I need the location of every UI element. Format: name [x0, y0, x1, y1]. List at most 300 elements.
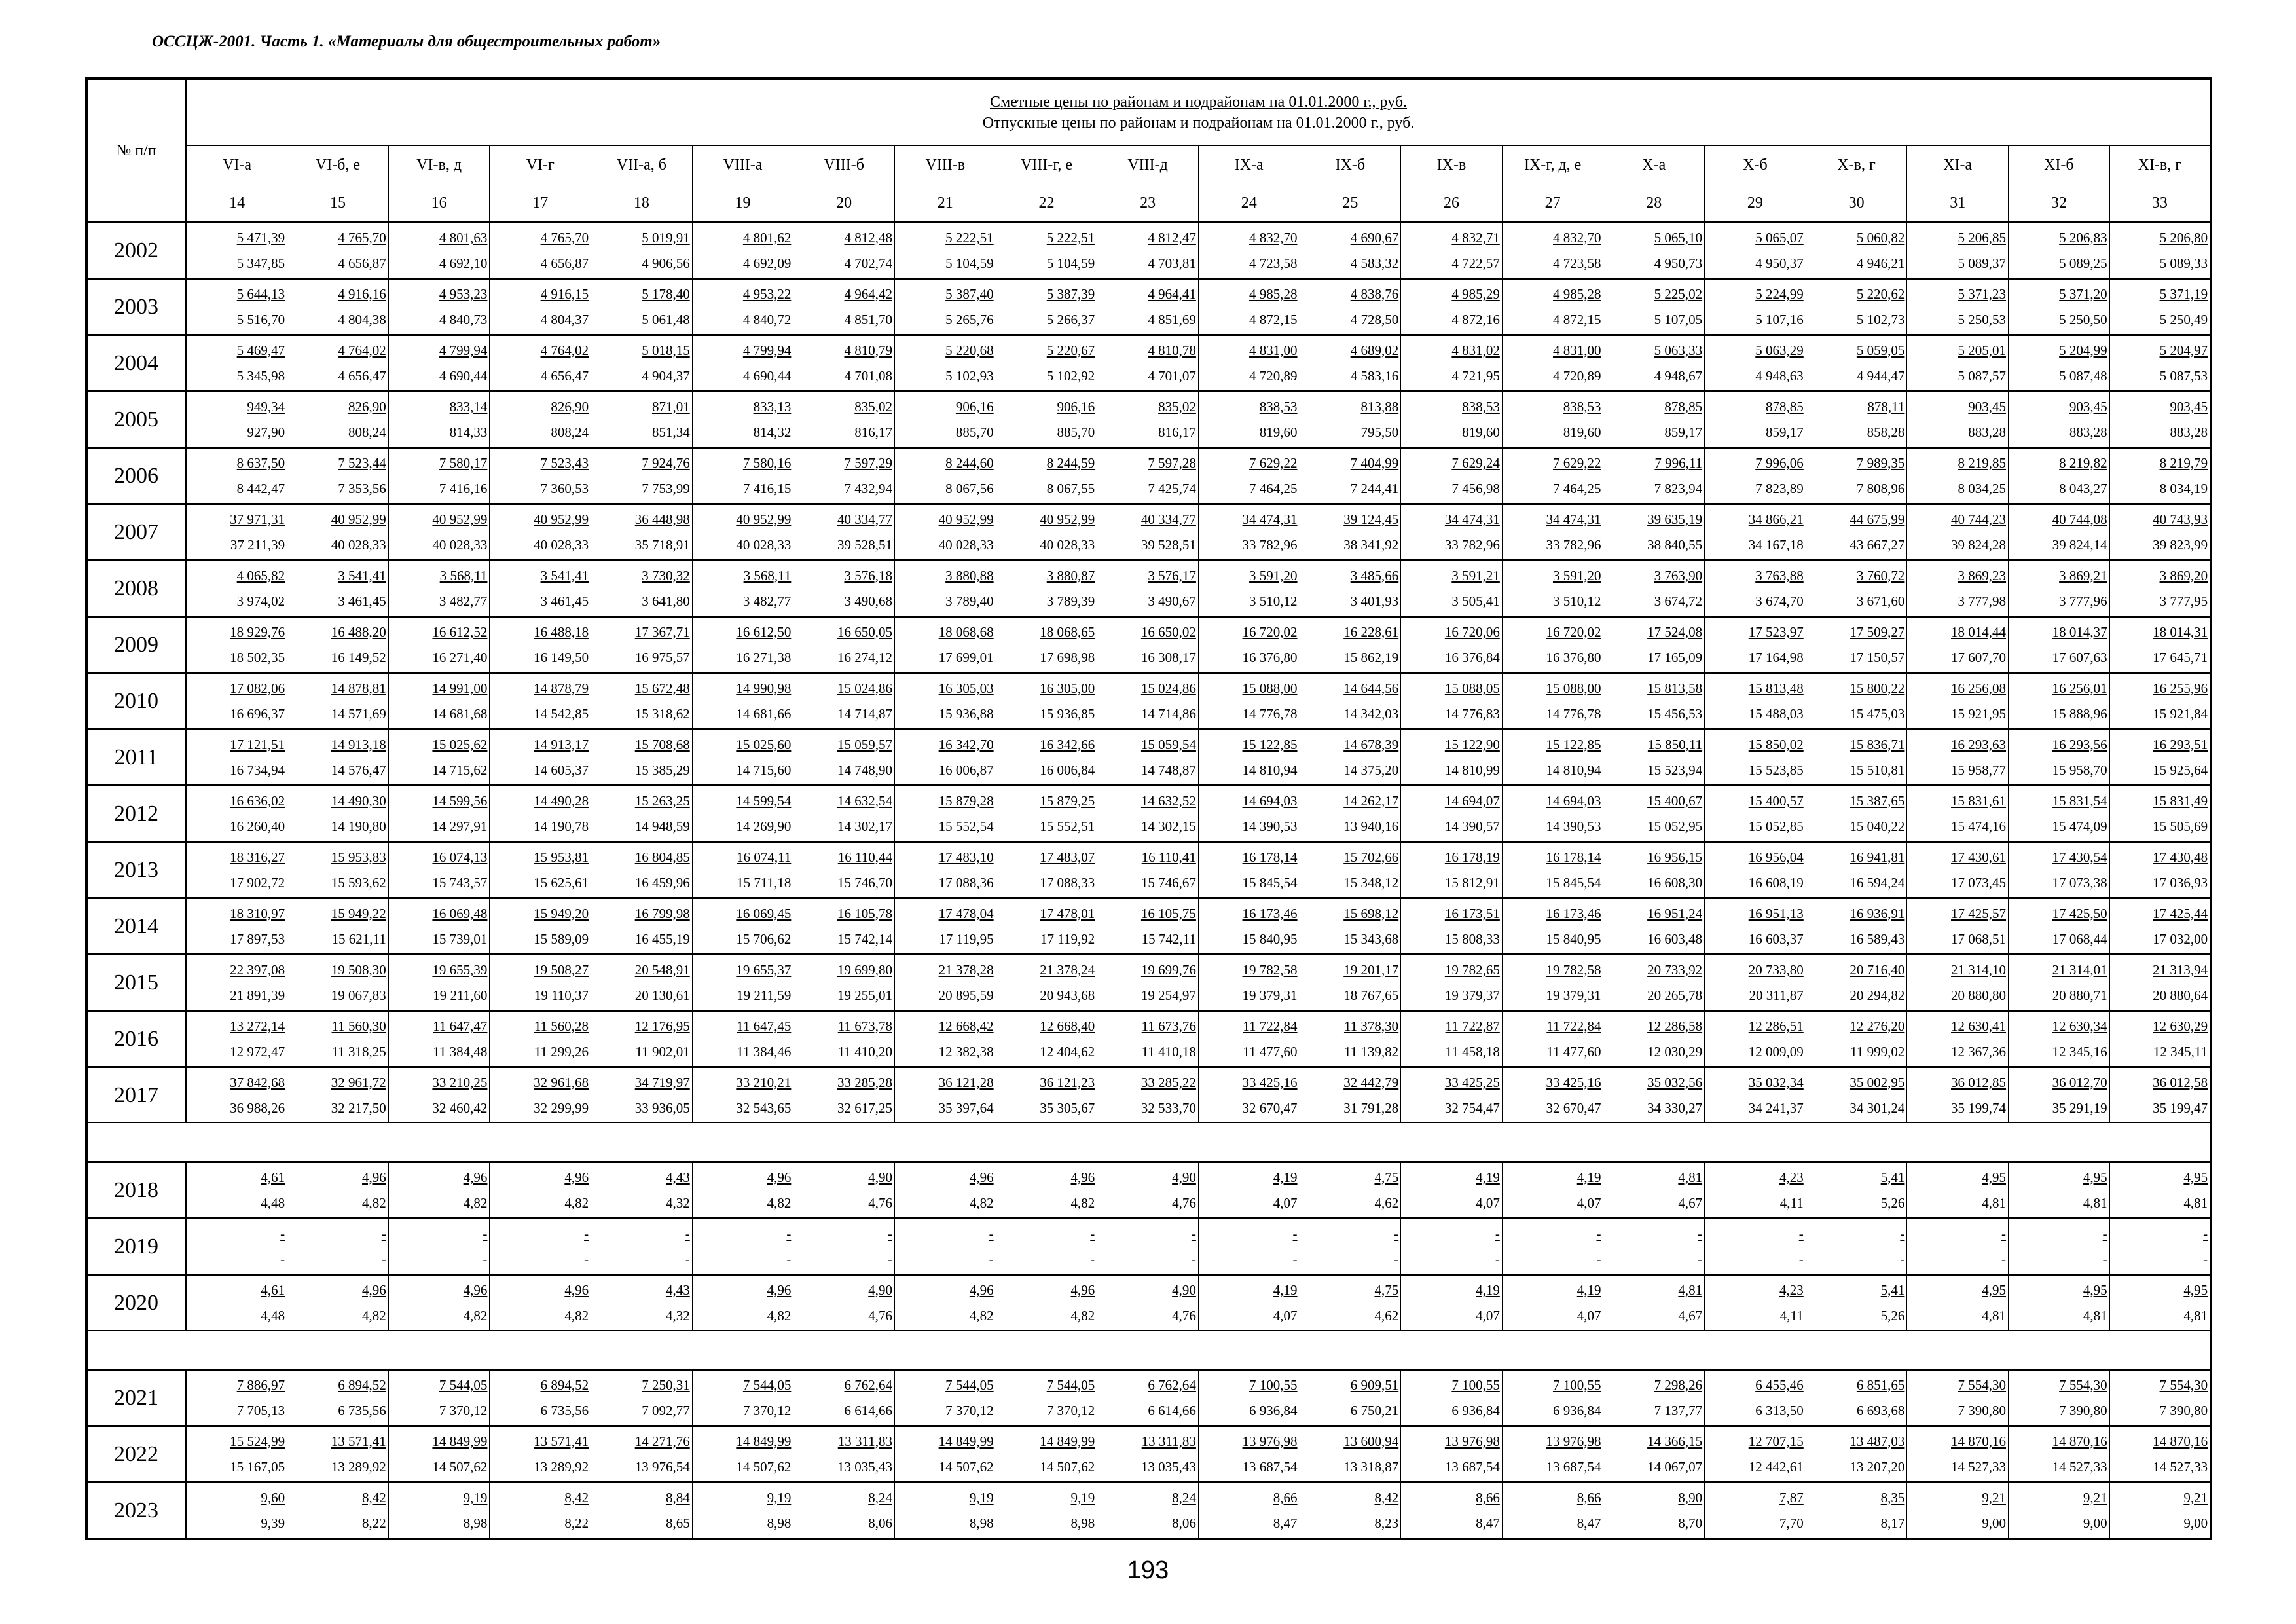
estimated-price: 4 916,15 — [540, 286, 589, 302]
release-price: 4 723,58 — [1552, 255, 1601, 271]
estimated-price: 8,42 — [1374, 1489, 1399, 1505]
release-price: 32 670,47 — [1242, 1099, 1298, 1116]
price-cell — [186, 898, 287, 955]
price-cell — [287, 729, 389, 786]
estimated-price: 15 059,54 — [1140, 736, 1196, 752]
release-price: 9,00 — [1982, 1515, 2007, 1531]
estimated-price: 17 478,04 — [938, 905, 994, 921]
price-cell — [2109, 1370, 2211, 1426]
row-year: 2021 — [86, 1370, 186, 1426]
estimated-price: 15 949,22 — [331, 905, 386, 921]
estimated-price: 14 271,76 — [634, 1433, 690, 1449]
release-price: 14 527,33 — [2153, 1458, 2208, 1475]
estimated-price: - — [1292, 1225, 1298, 1242]
estimated-price: 19 508,27 — [534, 961, 589, 978]
release-price: 4 840,72 — [742, 311, 792, 327]
release-price: 8,65 — [665, 1515, 690, 1531]
release-price: 32 754,47 — [1444, 1099, 1500, 1116]
estimated-price: - — [2102, 1225, 2107, 1242]
price-cell — [1198, 279, 1300, 335]
price-cell — [996, 279, 1097, 335]
price-cell — [287, 1162, 389, 1219]
price-cell — [692, 842, 793, 898]
release-price: - — [1191, 1251, 1196, 1267]
release-price: 16 149,52 — [331, 649, 386, 665]
price-cell — [1502, 673, 1603, 729]
price-cell — [1401, 955, 1503, 1011]
release-price: 11 477,60 — [1243, 1043, 1298, 1060]
release-price: 3 671,60 — [1856, 593, 1905, 609]
price-cell — [996, 1426, 1097, 1483]
price-cell — [186, 504, 287, 561]
estimated-price: 8 219,82 — [2059, 454, 2107, 471]
release-price: 16 603,37 — [1748, 931, 1804, 947]
release-price: 4 720,89 — [1552, 367, 1601, 384]
price-cell — [287, 392, 389, 448]
estimated-price: 7 544,05 — [1046, 1376, 1095, 1393]
estimated-price: 13 976,98 — [1444, 1433, 1500, 1449]
estimated-price: 16 228,61 — [1343, 623, 1399, 640]
estimated-price: 19 655,37 — [736, 961, 792, 978]
release-price: 7 823,94 — [1654, 480, 1703, 496]
release-price: 18 502,35 — [230, 649, 285, 665]
release-price: 4,82 — [463, 1307, 488, 1323]
release-price: 9,39 — [261, 1515, 285, 1531]
estimated-price: 5 063,29 — [1755, 342, 1804, 358]
release-price: 851,34 — [651, 424, 690, 440]
release-price: 15 523,85 — [1748, 762, 1804, 778]
price-cell — [692, 617, 793, 673]
release-price: 3 490,68 — [844, 593, 892, 609]
estimated-price: 3 541,41 — [338, 567, 386, 583]
estimated-price: 16 069,48 — [432, 905, 488, 921]
price-cell — [591, 448, 693, 504]
estimated-price: 18 068,68 — [938, 623, 994, 640]
estimated-price: 12 630,41 — [1951, 1018, 2007, 1034]
estimated-price: 16 293,63 — [1951, 736, 2007, 752]
price-cell — [591, 1370, 693, 1426]
release-price: 13 035,43 — [1140, 1458, 1196, 1475]
release-price: 3 461,45 — [540, 593, 589, 609]
release-price: 16 594,24 — [1850, 874, 1905, 891]
estimated-price: 35 032,34 — [1748, 1074, 1804, 1090]
release-price: 8,47 — [1576, 1515, 1601, 1531]
estimated-price: 4,23 — [1779, 1282, 1804, 1298]
price-cell — [793, 1370, 895, 1426]
estimated-price: 4,96 — [969, 1169, 994, 1185]
release-price: 11 477,60 — [1546, 1043, 1601, 1060]
release-price: 4 948,67 — [1654, 367, 1703, 384]
column-header: IX-а — [1198, 146, 1300, 185]
estimated-price: 13 311,83 — [837, 1433, 892, 1449]
release-price: 4 656,47 — [540, 367, 589, 384]
separator-row — [86, 1331, 2211, 1370]
estimated-price: 4,96 — [564, 1282, 589, 1298]
price-cell — [490, 673, 591, 729]
price-cell — [996, 729, 1097, 786]
estimated-price: 871,01 — [651, 398, 690, 415]
price-cell — [1097, 279, 1199, 335]
release-price: 5 250,50 — [2059, 311, 2107, 327]
release-price: 14 067,07 — [1647, 1458, 1703, 1475]
release-price: 7 370,12 — [945, 1402, 994, 1418]
release-price: 8,06 — [868, 1515, 892, 1531]
price-cell — [894, 392, 996, 448]
price-cell — [793, 1426, 895, 1483]
price-cell — [692, 335, 793, 392]
estimated-price: 19 699,80 — [837, 961, 892, 978]
release-price: 4,11 — [1779, 1307, 1804, 1323]
release-price: 3 641,80 — [642, 593, 690, 609]
price-cell — [388, 335, 490, 392]
estimated-price: 7 554,30 — [2159, 1376, 2208, 1393]
release-price: 15 706,62 — [736, 931, 792, 947]
release-price: 885,70 — [955, 424, 994, 440]
estimated-price: 7 544,05 — [742, 1376, 792, 1393]
release-price: 20 130,61 — [634, 987, 690, 1003]
estimated-price: 906,16 — [955, 398, 994, 415]
price-cell — [1502, 955, 1603, 1011]
release-price: 7 370,12 — [742, 1402, 792, 1418]
price-cell — [591, 617, 693, 673]
release-price: 32 299,99 — [534, 1099, 589, 1116]
release-price: 11 999,02 — [1850, 1043, 1905, 1060]
price-cell — [2109, 1011, 2211, 1067]
release-price: - — [1596, 1251, 1601, 1267]
row-year: 2009 — [86, 617, 186, 673]
estimated-price: - — [1191, 1225, 1196, 1242]
estimated-price: 3 869,21 — [2059, 567, 2107, 583]
column-number: 29 — [1705, 185, 1806, 223]
estimated-price: 4 832,71 — [1451, 229, 1500, 246]
release-price: 19 211,60 — [433, 987, 488, 1003]
estimated-price: 5 220,68 — [945, 342, 994, 358]
price-cell — [692, 1426, 793, 1483]
price-cell — [591, 842, 693, 898]
estimated-price: 3 880,88 — [945, 567, 994, 583]
release-price: 7 705,13 — [236, 1402, 285, 1418]
release-price: 11 458,18 — [1445, 1043, 1500, 1060]
estimated-price: 20 716,40 — [1850, 961, 1905, 978]
estimated-price: 5 205,01 — [1958, 342, 2007, 358]
estimated-price: 14 490,28 — [534, 792, 589, 809]
estimated-price: 16 110,41 — [1141, 849, 1196, 865]
price-cell — [1806, 1067, 1907, 1123]
release-price: 7 464,25 — [1552, 480, 1601, 496]
estimated-price: 7 100,55 — [1451, 1376, 1500, 1393]
estimated-price: 878,85 — [1766, 398, 1804, 415]
estimated-price: 14 849,99 — [938, 1433, 994, 1449]
price-cell — [1097, 955, 1199, 1011]
price-cell — [591, 392, 693, 448]
release-price: 32 533,70 — [1140, 1099, 1196, 1116]
estimated-price: 33 425,16 — [1242, 1074, 1298, 1090]
price-cell — [793, 898, 895, 955]
price-cell — [1603, 673, 1705, 729]
row-year: 2014 — [86, 898, 186, 955]
estimated-price: 4 690,67 — [1350, 229, 1399, 246]
release-price: 14 507,62 — [736, 1458, 792, 1475]
price-cell — [490, 279, 591, 335]
release-price: 4,81 — [2083, 1307, 2107, 1323]
release-price: 16 376,80 — [1242, 649, 1298, 665]
release-price: 14 748,87 — [1140, 762, 1196, 778]
price-cell — [591, 1219, 693, 1275]
estimated-price: 4,96 — [463, 1169, 488, 1185]
estimated-price: 18 068,65 — [1040, 623, 1095, 640]
price-cell — [186, 1219, 287, 1275]
release-price: 14 810,99 — [1444, 762, 1500, 778]
release-price: 5 107,05 — [1654, 311, 1703, 327]
price-cell — [1907, 335, 2009, 392]
price-cell — [793, 392, 895, 448]
release-price: 15 552,51 — [1040, 818, 1095, 834]
estimated-price: 878,85 — [1664, 398, 1703, 415]
price-cell — [186, 335, 287, 392]
release-price: 5 102,73 — [1856, 311, 1905, 327]
price-cell — [1705, 392, 1806, 448]
release-price: 14 948,59 — [634, 818, 690, 834]
release-price: 7 390,80 — [2059, 1402, 2107, 1418]
release-price: 4 656,47 — [338, 367, 386, 384]
release-price: 13 289,92 — [331, 1458, 386, 1475]
estimated-price: 14 849,99 — [736, 1433, 792, 1449]
release-price: 17 165,09 — [1647, 649, 1703, 665]
estimated-price: 40 952,99 — [331, 511, 386, 527]
price-cell — [2109, 673, 2211, 729]
estimated-price: 11 722,87 — [1445, 1018, 1500, 1034]
price-cell — [1705, 786, 1806, 842]
release-price: 15 862,19 — [1343, 649, 1399, 665]
estimated-price: - — [989, 1225, 994, 1242]
estimated-price: 14 694,03 — [1546, 792, 1601, 809]
row-year: 2019 — [86, 1219, 186, 1275]
release-price: 4,76 — [868, 1307, 892, 1323]
estimated-price: 11 722,84 — [1243, 1018, 1298, 1034]
price-cell — [793, 279, 895, 335]
estimated-price: 5 220,62 — [1856, 286, 1905, 302]
estimated-price: 11 647,47 — [433, 1018, 488, 1034]
estimated-price: 15 400,57 — [1748, 792, 1804, 809]
release-price: 4 872,15 — [1249, 311, 1298, 327]
release-price: 7 808,96 — [1856, 480, 1905, 496]
price-cell — [1401, 898, 1503, 955]
release-price: 3 510,12 — [1249, 593, 1298, 609]
price-cell — [692, 1483, 793, 1540]
estimated-price: 11 722,84 — [1546, 1018, 1601, 1034]
release-price: 4 728,50 — [1350, 311, 1399, 327]
release-price: 11 384,48 — [433, 1043, 488, 1060]
row-year: 2022 — [86, 1426, 186, 1483]
estimated-price: 7 250,31 — [642, 1376, 690, 1393]
release-price: 20 880,71 — [2052, 987, 2107, 1003]
release-price: 15 348,12 — [1343, 874, 1399, 891]
table-row — [86, 1162, 2211, 1219]
price-cell — [894, 335, 996, 392]
estimated-price: 15 879,25 — [1040, 792, 1095, 809]
release-price: 40 028,33 — [534, 536, 589, 553]
estimated-price: 5 225,02 — [1654, 286, 1703, 302]
estimated-price: 18 014,44 — [1951, 623, 2007, 640]
release-price: 8 442,47 — [236, 480, 285, 496]
release-price: 4 906,56 — [642, 255, 690, 271]
estimated-price: 4 810,78 — [1148, 342, 1196, 358]
price-cell — [996, 223, 1097, 279]
row-year: 2010 — [86, 673, 186, 729]
estimated-price: 40 743,93 — [2153, 511, 2208, 527]
price-cell — [2009, 729, 2110, 786]
estimated-price: 17 082,06 — [230, 680, 285, 696]
price-cell — [1705, 673, 1806, 729]
release-price: 5 516,70 — [236, 311, 285, 327]
row-year: 2008 — [86, 561, 186, 617]
estimated-price: 12 286,58 — [1647, 1018, 1703, 1034]
estimated-price: 4 764,02 — [540, 342, 589, 358]
estimated-price: 14 991,00 — [432, 680, 488, 696]
estimated-price: 17 367,71 — [634, 623, 690, 640]
release-price: 4 703,81 — [1148, 255, 1196, 271]
column-header: VIII-д — [1097, 146, 1199, 185]
release-price: 33 782,96 — [1444, 536, 1500, 553]
price-cell — [591, 898, 693, 955]
release-price: 814,33 — [449, 424, 488, 440]
release-price: 19 067,83 — [331, 987, 386, 1003]
price-cell — [1300, 898, 1401, 955]
estimated-price: 16 936,91 — [1850, 905, 1905, 921]
estimated-price: 16 256,01 — [2052, 680, 2107, 696]
estimated-price: 20 733,80 — [1748, 961, 1804, 978]
release-price: 15 474,09 — [2052, 818, 2107, 834]
price-cell — [996, 1067, 1097, 1123]
estimated-price: 949,34 — [247, 398, 285, 415]
price-cell — [1097, 1483, 1199, 1540]
price-cell — [388, 955, 490, 1011]
estimated-price: 34 474,31 — [1444, 511, 1500, 527]
release-price: 17 073,38 — [2052, 874, 2107, 891]
release-price: - — [2203, 1251, 2208, 1267]
price-cell — [793, 561, 895, 617]
price-cell — [1198, 1011, 1300, 1067]
price-cell — [2109, 223, 2211, 279]
price-cell — [1401, 279, 1503, 335]
release-price: 5 107,16 — [1755, 311, 1804, 327]
release-price: 16 006,87 — [938, 762, 994, 778]
release-price: 5 347,85 — [236, 255, 285, 271]
page-number: 193 — [1127, 1557, 1169, 1584]
price-cell — [2009, 842, 2110, 898]
price-cell — [2109, 1426, 2211, 1483]
price-cell — [490, 335, 591, 392]
estimated-price: 14 262,17 — [1343, 792, 1399, 809]
release-price: 39 824,14 — [2052, 536, 2107, 553]
estimated-price: 19 782,65 — [1444, 961, 1500, 978]
price-cell — [1300, 786, 1401, 842]
estimated-price: 14 599,54 — [736, 792, 792, 809]
release-price: 14 810,94 — [1242, 762, 1298, 778]
release-price: 15 845,54 — [1546, 874, 1601, 891]
estimated-price: 12 630,29 — [2153, 1018, 2208, 1034]
price-cell — [186, 729, 287, 786]
estimated-price: 16 305,00 — [1040, 680, 1095, 696]
release-price: 17 150,57 — [1850, 649, 1905, 665]
release-price: 15 343,68 — [1343, 931, 1399, 947]
release-price: 6 936,84 — [1249, 1402, 1298, 1418]
price-cell — [1907, 1162, 2009, 1219]
estimated-price: 903,45 — [1968, 398, 2007, 415]
release-price: 3 510,12 — [1552, 593, 1601, 609]
release-price: 15 523,94 — [1647, 762, 1703, 778]
release-price: 13 687,54 — [1444, 1458, 1500, 1475]
price-cell — [1907, 448, 2009, 504]
release-price: - — [1900, 1251, 1905, 1267]
estimated-price: 4 985,28 — [1552, 286, 1601, 302]
release-price: 15 742,11 — [1141, 931, 1196, 947]
estimated-price: 3 591,20 — [1552, 567, 1601, 583]
price-cell — [692, 504, 793, 561]
estimated-price: 15 813,58 — [1647, 680, 1703, 696]
price-cell — [1603, 786, 1705, 842]
estimated-price: 34 866,21 — [1748, 511, 1804, 527]
price-cell — [996, 1162, 1097, 1219]
estimated-price: 8 637,50 — [236, 454, 285, 471]
release-price: 13 035,43 — [837, 1458, 892, 1475]
price-cell — [894, 617, 996, 673]
price-cell — [793, 617, 895, 673]
price-cell — [1300, 1426, 1401, 1483]
estimated-price: 3 763,88 — [1755, 567, 1804, 583]
estimated-price: 835,02 — [854, 398, 892, 415]
estimated-price: 16 110,44 — [837, 849, 892, 865]
estimated-price: 7 554,30 — [2059, 1376, 2107, 1393]
estimated-price: 15 088,00 — [1546, 680, 1601, 696]
estimated-price: 14 632,54 — [837, 792, 892, 809]
release-price: 4 851,69 — [1148, 311, 1196, 327]
price-cell — [1300, 335, 1401, 392]
estimated-price: 15 949,20 — [534, 905, 589, 921]
estimated-price: 15 831,61 — [1951, 792, 2007, 809]
release-price: 5 089,25 — [2059, 255, 2107, 271]
price-cell — [388, 1162, 490, 1219]
estimated-price: 12 630,34 — [2052, 1018, 2107, 1034]
price-cell — [1502, 223, 1603, 279]
table-row — [86, 448, 2211, 504]
estimated-price: 4 801,62 — [742, 229, 792, 246]
release-price: 11 902,01 — [635, 1043, 690, 1060]
price-cell — [287, 617, 389, 673]
estimated-price: 34 474,31 — [1546, 511, 1601, 527]
estimated-price: 12 668,40 — [1040, 1018, 1095, 1034]
estimated-price: 15 800,22 — [1850, 680, 1905, 696]
release-price: 13 289,92 — [534, 1458, 589, 1475]
release-price: 15 958,77 — [1951, 762, 2007, 778]
price-cell — [793, 955, 895, 1011]
estimated-price: 9,60 — [261, 1489, 285, 1505]
estimated-price: 7,87 — [1779, 1489, 1804, 1505]
release-price: 8 067,55 — [1046, 480, 1095, 496]
estimated-price: 14 694,07 — [1444, 792, 1500, 809]
estimated-price: 4,96 — [362, 1169, 386, 1185]
release-price: 35 718,91 — [634, 536, 690, 553]
price-cell — [490, 504, 591, 561]
price-cell — [186, 448, 287, 504]
release-price: 11 139,82 — [1343, 1043, 1399, 1060]
release-price: 15 921,84 — [2153, 705, 2208, 722]
column-header: VIII-в — [894, 146, 996, 185]
price-cell — [1401, 1067, 1503, 1123]
price-cell — [996, 335, 1097, 392]
release-price: 8,98 — [1070, 1515, 1095, 1531]
price-cell — [692, 448, 793, 504]
